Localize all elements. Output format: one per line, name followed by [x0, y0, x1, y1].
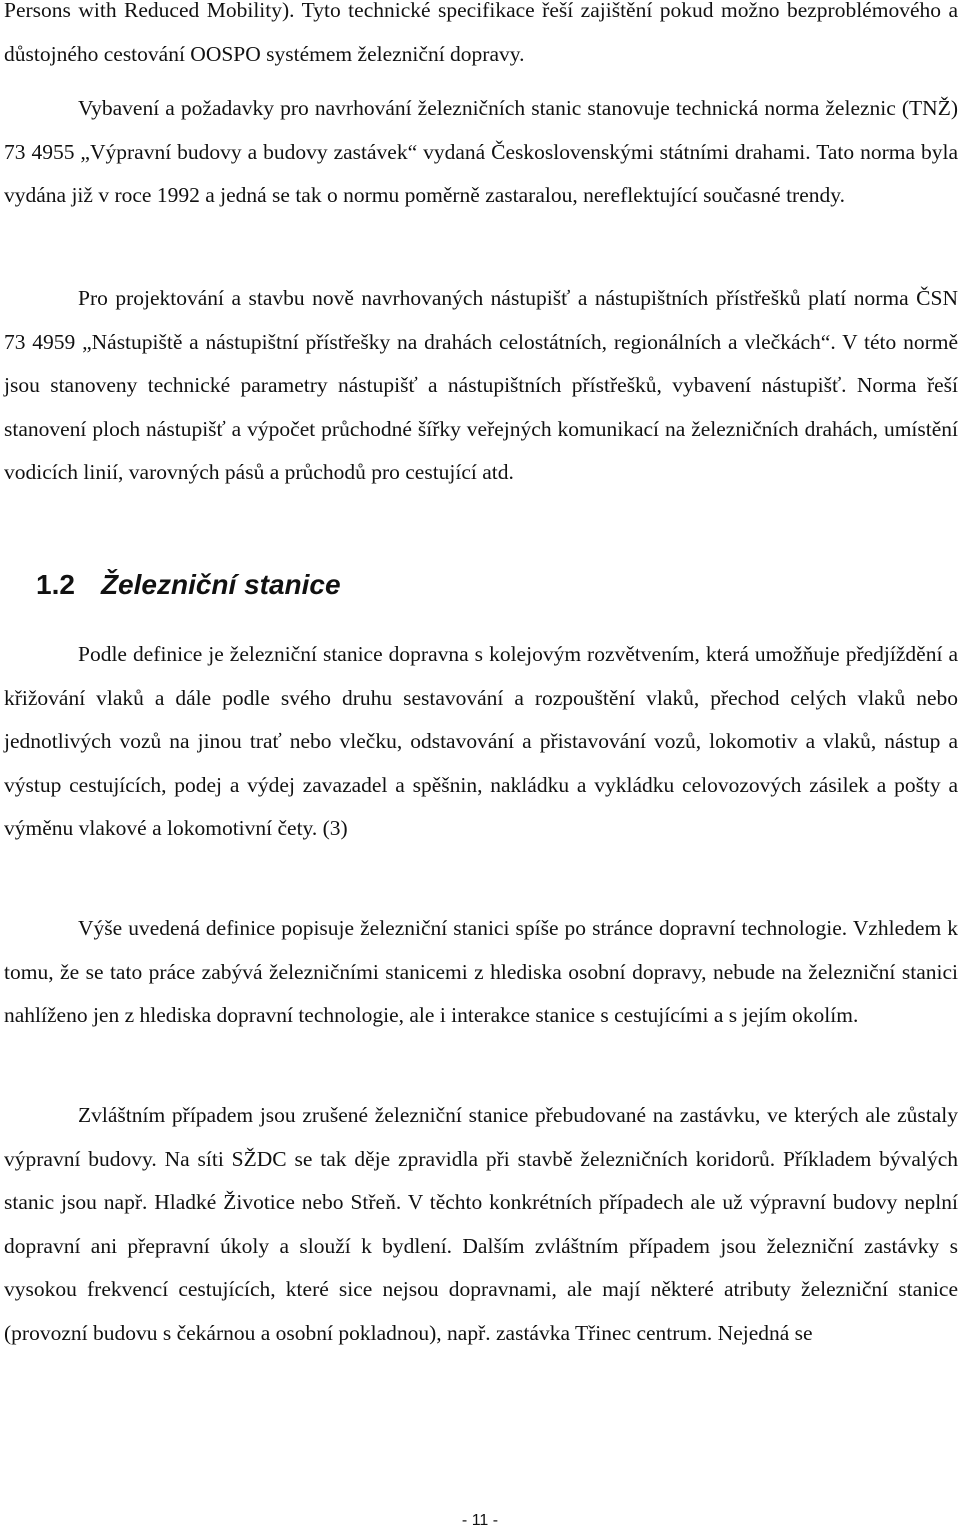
page-number: - 11 - [461, 1512, 499, 1529]
section-number: 1.2 [36, 569, 75, 600]
paragraph-csn-norm: Pro projektování a stavbu nově navrhovaných nástupišť a nástupištních přístřešků platí norma ČSN 73 4959 „Nástupiště a nástupištní přístřešky na drahách celostátních, regionálních a vlečkách“. V této normě jsou stanoveny technické parametry nástupišť a nástupištních přístřešků, vybavení nástupišť. Norma řeší stanovení ploch nástupišť a výpočet průchodné šířky veřejných komunikací na železničních drahách, umístění vodicích linií, varovných pásů a průchodů pro cestující atd. [4, 286, 958, 485]
section-title: Železniční stanice [100, 569, 341, 600]
paragraph-tnz-norm: Vybavení a požadavky pro navrhování železničních stanic stanovuje technická norma železnic (TNŽ) 73 4955 „Výpravní budovy a budovy zastávek“ vydaná Československými státními drahami. Tato norma byla vydána již v roce 1992 a jedná se tak o normu poměrně zastaralou, nereflektující současné trendy. [4, 96, 958, 208]
paragraph-special-cases: Zvláštním případem jsou zrušené železniční stanice přebudované na zastávku, ve kterých ale zůstaly výpravní budovy. Na síti SŽDC se tak děje zpravidla při stavbě železničních koridorů. Příkladem bývalých stanic jsou např. Hladké Životice nebo Střeň. V těchto konkrétních případech ale už výpravní budovy neplní dopravní ani přepravní úkoly a slouží k bydlení. Dalším zvláštním případem jsou železniční zastávky s vysokou frekvencí cestujících, které sice nejsou dopravnami, ale mají některé atributy železniční stanice (provozní budovu s čekárnou a osobní pokladnou), např. zastávka Třinec centrum. Nejedná se [4, 1103, 958, 1345]
paragraph-definition: Podle definice je železniční stanice dopravna s kolejovým rozvětvením, která umožňuje předjíždění a křižování vlaků a dále podle svého druhu sestavování a rozpouštění vlaků, přechod celých vlaků nebo jednotlivých vozů na jinou trať nebo vlečku, odstavování a přistavování vozů, lokomotiv a vlaků, nástup a výstup cestujících, podej a výdej zavazadel a spěšnin, nakládku a vykládku celovozových zásilek a pošty a výměnu vlakové a lokomotivní čety. (3) [4, 642, 958, 841]
section-heading [36, 565, 341, 605]
paragraph-definition-comment: Výše uvedená definice popisuje železniční stanici spíše po stránce dopravní technologie. Vzhledem k tomu, že se tato práce zabývá železničními stanicemi z hlediska osobní dopravy, nebude na železniční stanici nahlíženo jen z hlediska dopravní technologie, ale i interakce stanice s cestujícími a s jejím okolím. [4, 916, 958, 1028]
paragraph-continuation: Persons with Reduced Mobility). Tyto technické specifikace řeší zajištění pokud možno bezproblémového a důstojného cestování OOSPO systémem železniční dopravy. [4, 0, 958, 66]
